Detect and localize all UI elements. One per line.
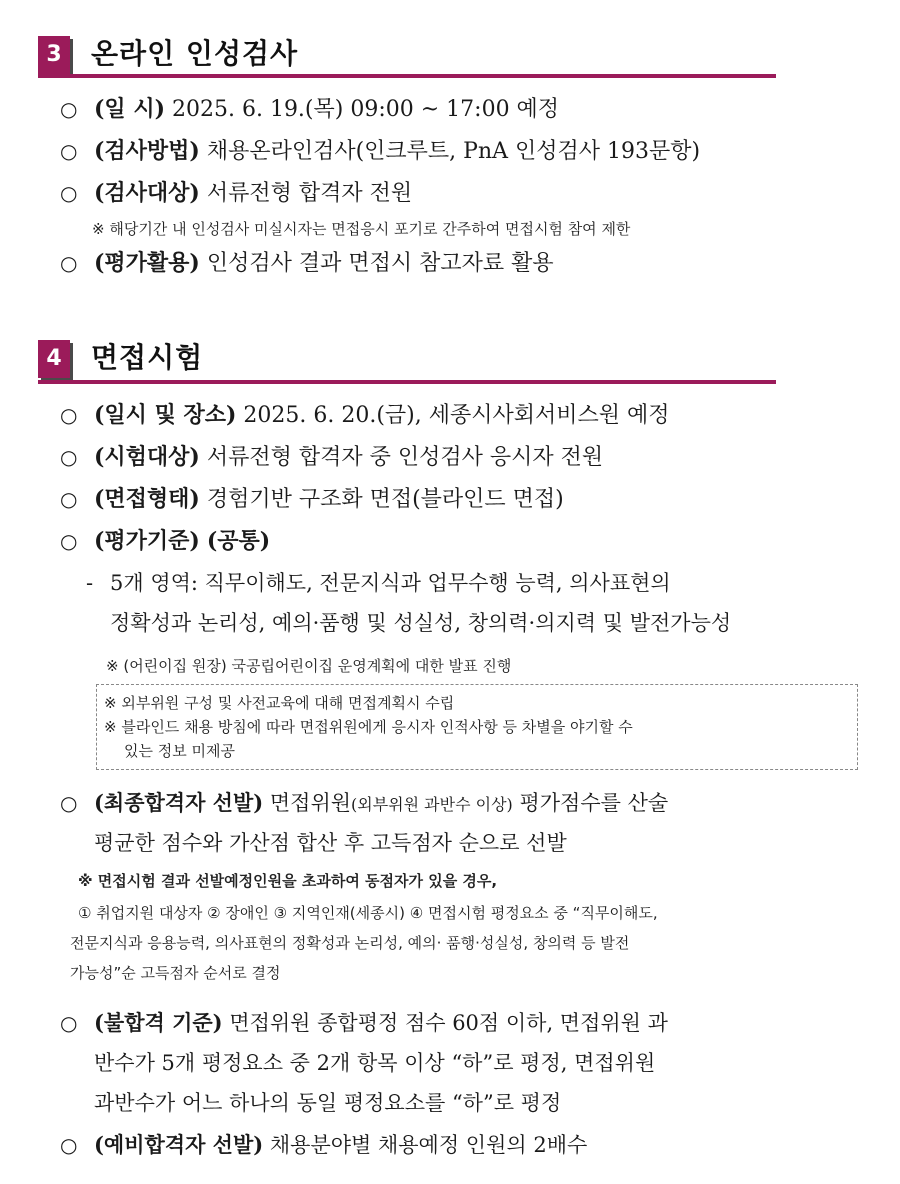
item-label: (검사대상) bbox=[94, 180, 200, 206]
item-text: 반수가 5개 평정요소 중 2개 항목 이상 “하”로 평정, 면접위원 bbox=[94, 1051, 656, 1075]
item-text: 2025. 6. 20.(금), 세종시사회서비스원 예정 bbox=[243, 403, 670, 428]
bullet-icon: ○ bbox=[60, 181, 78, 205]
tie-rule-line: 전문지식과 응용능력, 의사표현의 정확성과 논리성, 예의· 품행·성실성, 창의력 등 발전 bbox=[70, 934, 630, 952]
item-label: (불합격 기준) bbox=[94, 1010, 223, 1035]
box-note: 있는 정보 미제공 bbox=[124, 742, 235, 760]
item-text: (공통) bbox=[206, 528, 271, 554]
item-text: 서류전형 합격자 중 인성검사 응시자 전원 bbox=[206, 445, 604, 470]
item-label: (일 시) bbox=[94, 96, 165, 122]
bullet-icon: ○ bbox=[60, 1011, 78, 1035]
bullet-icon: ○ bbox=[60, 251, 78, 275]
list-item bbox=[60, 482, 564, 517]
item-text: 채용분야별 채용예정 인원의 2배수 bbox=[269, 1133, 588, 1157]
item-text: 서류전형 합격자 전원 bbox=[206, 181, 413, 206]
list-item bbox=[60, 1128, 587, 1162]
item-label: (예비합격자 선발) bbox=[94, 1132, 264, 1157]
bullet-icon: ○ bbox=[60, 403, 78, 427]
bullet-icon: ○ bbox=[60, 487, 78, 511]
criteria-line bbox=[110, 606, 731, 640]
tie-rule-line: ① 취업지원 대상자 ② 장애인 ③ 지역인재(세종시) ④ 면접시험 평정요소 중 “직무이해도, bbox=[78, 904, 658, 922]
section-number-badge: 4 bbox=[38, 340, 70, 378]
list-item-continued bbox=[94, 826, 567, 860]
item-text: 2025. 6. 19.(목) 09:00 ~ 17:00 예정 bbox=[171, 97, 560, 122]
item-text: 인성검사 결과 면접시 참고자료 활용 bbox=[206, 251, 554, 276]
item-text: 경험기반 구조화 면접(블라인드 면접) bbox=[206, 487, 564, 512]
bullet-icon: ○ bbox=[60, 445, 78, 469]
list-item-continued bbox=[94, 1086, 561, 1120]
bullet-icon: ○ bbox=[60, 139, 78, 163]
list-item bbox=[60, 440, 603, 475]
criteria-text: 5개 영역: 직무이해도, 전문지식과 업무수행 능력, 의사표현의 bbox=[110, 571, 671, 595]
criteria-text: 정확성과 논리성, 예의·품행 및 성실성, 창의력·의지력 및 발전가능성 bbox=[110, 611, 732, 635]
section-title: 면접시험 bbox=[91, 341, 204, 374]
list-item bbox=[60, 1006, 668, 1040]
tie-rule-title: ※ 면접시험 결과 선발예정인원을 초과하여 동점자가 있을 경우, bbox=[78, 872, 498, 890]
item-text: 채용온라인검사(인크루트, PnA 인성검사 193문항) bbox=[206, 139, 701, 164]
section-3-header bbox=[38, 36, 776, 76]
list-item bbox=[60, 176, 412, 211]
bullet-icon: ○ bbox=[60, 97, 78, 121]
bullet-icon: ○ bbox=[60, 529, 78, 553]
item-label: (평가기준) bbox=[94, 528, 200, 554]
section-number-badge: 3 bbox=[38, 36, 70, 74]
note-text: ※ 해당기간 내 인성검사 미실시자는 면접응시 포기로 간주하여 면접시험 참여 제한 bbox=[92, 220, 631, 238]
box-note: ※ 외부위원 구성 및 사전교육에 대해 면접계획시 수립 bbox=[104, 694, 455, 712]
tie-rule-line: 가능성”순 고득점자 순서로 결정 bbox=[70, 964, 281, 982]
item-label: (일시 및 장소) bbox=[94, 402, 237, 428]
bullet-icon: ○ bbox=[60, 1133, 78, 1157]
list-item bbox=[60, 524, 270, 559]
item-text: 평균한 점수와 가산점 합산 후 고득점자 순으로 선발 bbox=[94, 831, 567, 855]
item-label: (시험대상) bbox=[94, 444, 200, 470]
list-item bbox=[60, 398, 670, 433]
section-divider bbox=[38, 74, 776, 78]
item-text-small: (외부위원 과반수 이상) bbox=[351, 795, 513, 814]
section-title: 온라인 인성검사 bbox=[91, 37, 299, 70]
list-item bbox=[60, 92, 559, 127]
item-label: (최종합격자 선발) bbox=[94, 790, 264, 815]
note-text: ※ (어린이집 원장) 국공립어린이집 운영계획에 대한 발표 진행 bbox=[106, 657, 512, 675]
dash-icon: - bbox=[86, 571, 94, 595]
item-text: 면접위원 bbox=[269, 791, 352, 815]
item-text: 평가점수를 산술 bbox=[519, 791, 669, 815]
criteria-line bbox=[86, 566, 671, 600]
section-4-header bbox=[38, 340, 776, 380]
bullet-icon: ○ bbox=[60, 791, 78, 815]
item-label: (검사방법) bbox=[94, 138, 200, 164]
section-divider bbox=[38, 380, 776, 384]
list-item-continued bbox=[94, 1046, 655, 1080]
item-label: (면접형태) bbox=[94, 486, 200, 512]
item-label: (평가활용) bbox=[94, 250, 200, 276]
box-note: ※ 블라인드 채용 방침에 따라 면접위원에게 응시자 인적사항 등 차별을 야기할 수 bbox=[104, 718, 633, 736]
item-text: 면접위원 종합평정 점수 60점 이하, 면접위원 과 bbox=[229, 1011, 668, 1035]
list-item bbox=[60, 246, 554, 281]
list-item bbox=[60, 786, 668, 822]
item-text: 과반수가 어느 하나의 동일 평정요소를 “하”로 평정 bbox=[94, 1091, 562, 1115]
list-item bbox=[60, 134, 700, 169]
